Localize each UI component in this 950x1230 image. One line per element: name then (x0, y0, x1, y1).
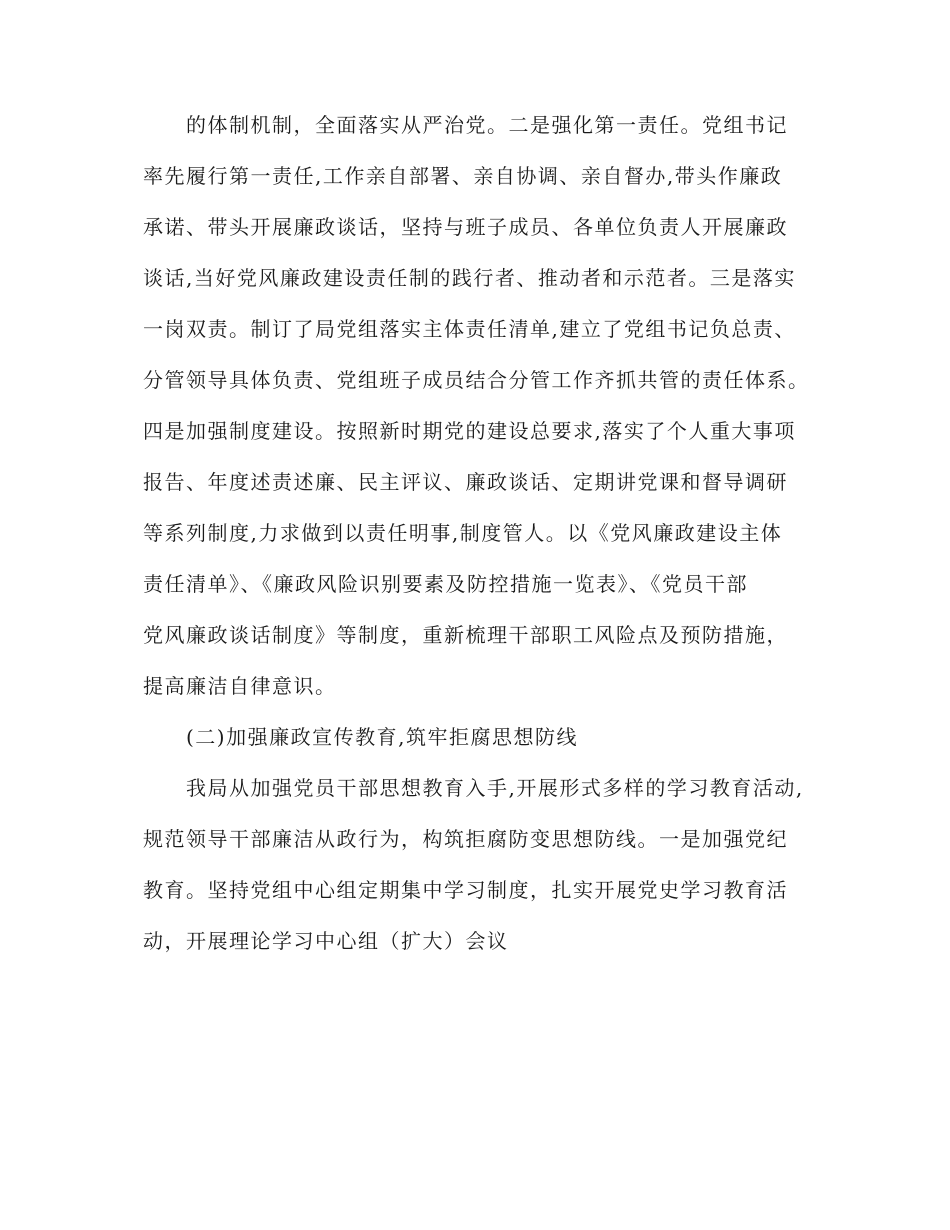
paragraph-line: 提高廉洁自律意识。 (143, 674, 337, 698)
paragraph-line: 我局从加强党员干部思想教育入手,开展形式多样的学习教育活动, (186, 776, 804, 800)
paragraph-line: 党风廉政谈话制度》等制度，重新梳理干部职工风险点及预防措施， (143, 623, 788, 647)
paragraph-line: 谈话,当好党风廉政建设责任制的践行者、推动者和示范者。三是落实 (143, 266, 796, 290)
paragraph-line: 四是加强制度建设。按照新时期党的建设总要求,落实了个人重大事项 (143, 419, 796, 443)
paragraph-line: 动，开展理论学习中心组（扩大）会议 (143, 929, 509, 953)
paragraph-line: 分管领导具体负责、党组班子成员结合分管工作齐抓共管的责任体系。 (143, 368, 810, 392)
paragraph-line: 承诺、带头开展廉政谈话，坚持与班子成员、各单位负责人开展廉政 (143, 215, 788, 239)
paragraph-line: 等系列制度,力求做到以责任明事,制度管人。以《党风廉政建设主体 (143, 521, 783, 545)
paragraph-line: 一岗双责。制订了局党组落实主体责任清单,建立了党组书记负总责、 (143, 317, 796, 341)
section-heading: (二)加强廉政宣传教育,筑牢拒腐思想防线 (186, 725, 578, 749)
paragraph-line: 责任清单》、《廉政风险识别要素及防控措施一览表》、《党员干部 (143, 572, 748, 596)
paragraph-line: 报告、年度述责述廉、民主评议、廉政谈话、定期讲党课和督导调研 (143, 470, 788, 494)
paragraph-line: 规范领导干部廉洁从政行为，构筑拒腐防变思想防线。一是加强党纪 (143, 827, 788, 851)
paragraph-line: 教育。坚持党组中心组定期集中学习制度，扎实开展党史学习教育活 (143, 878, 788, 902)
paragraph-line: 的体制机制，全面落实从严治党。二是强化第一责任。党组书记 (186, 113, 788, 137)
paragraph-line: 率先履行第一责任,工作亲自部署、亲自协调、亲自督办,带头作廉政 (143, 164, 783, 188)
